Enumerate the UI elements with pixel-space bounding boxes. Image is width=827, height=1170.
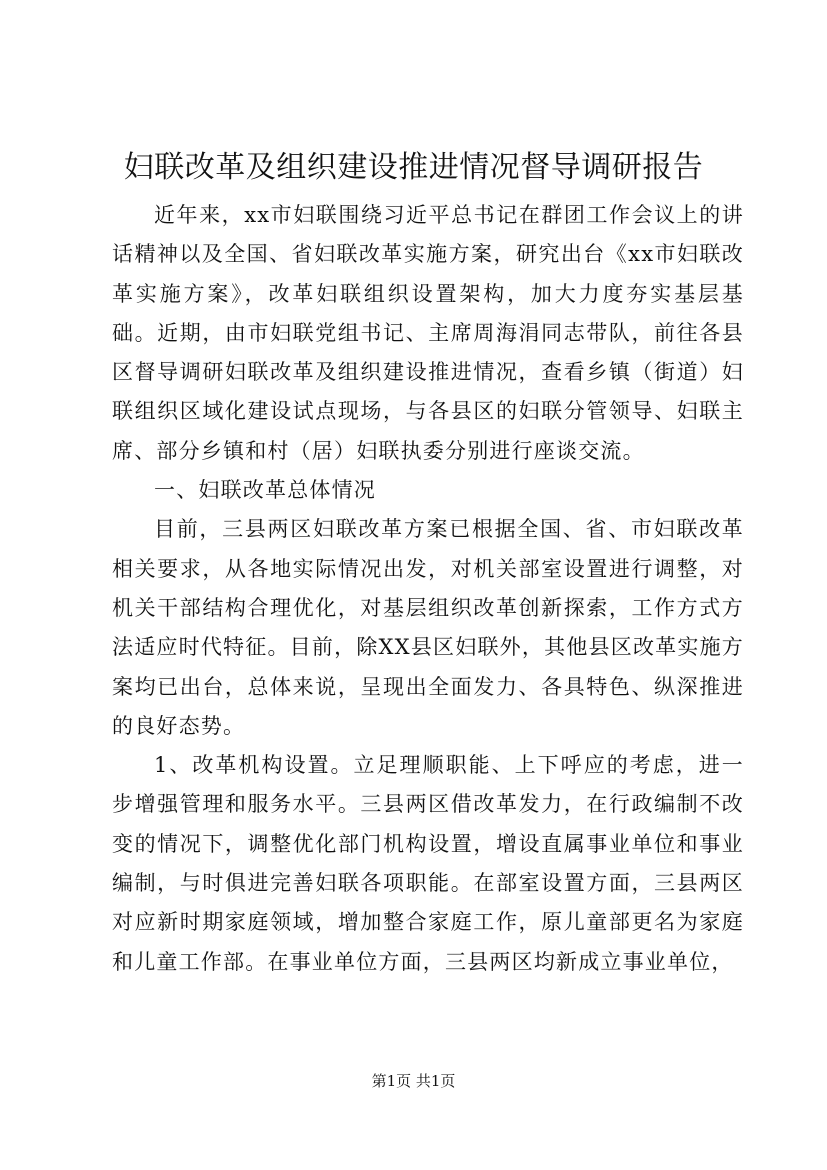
paragraph-institution-setup: 1、改革机构设置。立足理顺职能、上下呼应的考虑，进一步增强管理和服务水平。三县两区借改革发力，在行政编制不改变的情况下，调整优化部门机构设置，增设直属事业单位和事业编制，与时俱进完善妇联各项职能。在部室设置方面，三县两区对应新时期家庭领域，增加整合家庭工作，原儿童部更名为家庭和儿童工作部。在事业单位方面，三县两区均新成立事业单位，: [112, 753, 744, 974]
document-title: 妇联改革及组织建设推进情况督导调研报告: [123, 150, 704, 185]
section-heading-overview: 一、妇联改革总体情况: [154, 478, 376, 503]
paragraph-overview: 目前，三县两区妇联改革方案已根据全国、省、市妇联改革相关要求，从各地实际情况出发，对机关部室设置进行调整，对机关干部结构合理优化，对基层组织改革创新探索，工作方式方法适应时代特征。目前，除XX县区妇联外，其他县区改革实施方案均已出台，总体来说，呈现出全面发力、各具特色、纵深推进的良好态势。: [112, 517, 744, 738]
paragraph-intro: 近年来，xx市妇联围绕习近平总书记在群团工作会议上的讲话精神以及全国、省妇联改革实施方案，研究出台《xx市妇联改革实施方案》，改革妇联组织设置架构，加大力度夯实基层基础。近期，由市妇联党组书记、主席周海涓同志带队，前往各县区督导调研妇联改革及组织建设推进情况，查看乡镇（街道）妇联组织区域化建设试点现场，与各县区的妇联分管领导、妇联主席、部分乡镇和村（居）妇联执委分别进行座谈交流。: [112, 203, 744, 463]
document-body: [112, 196, 744, 982]
page-footer: 第1页 共1页: [371, 1072, 456, 1090]
